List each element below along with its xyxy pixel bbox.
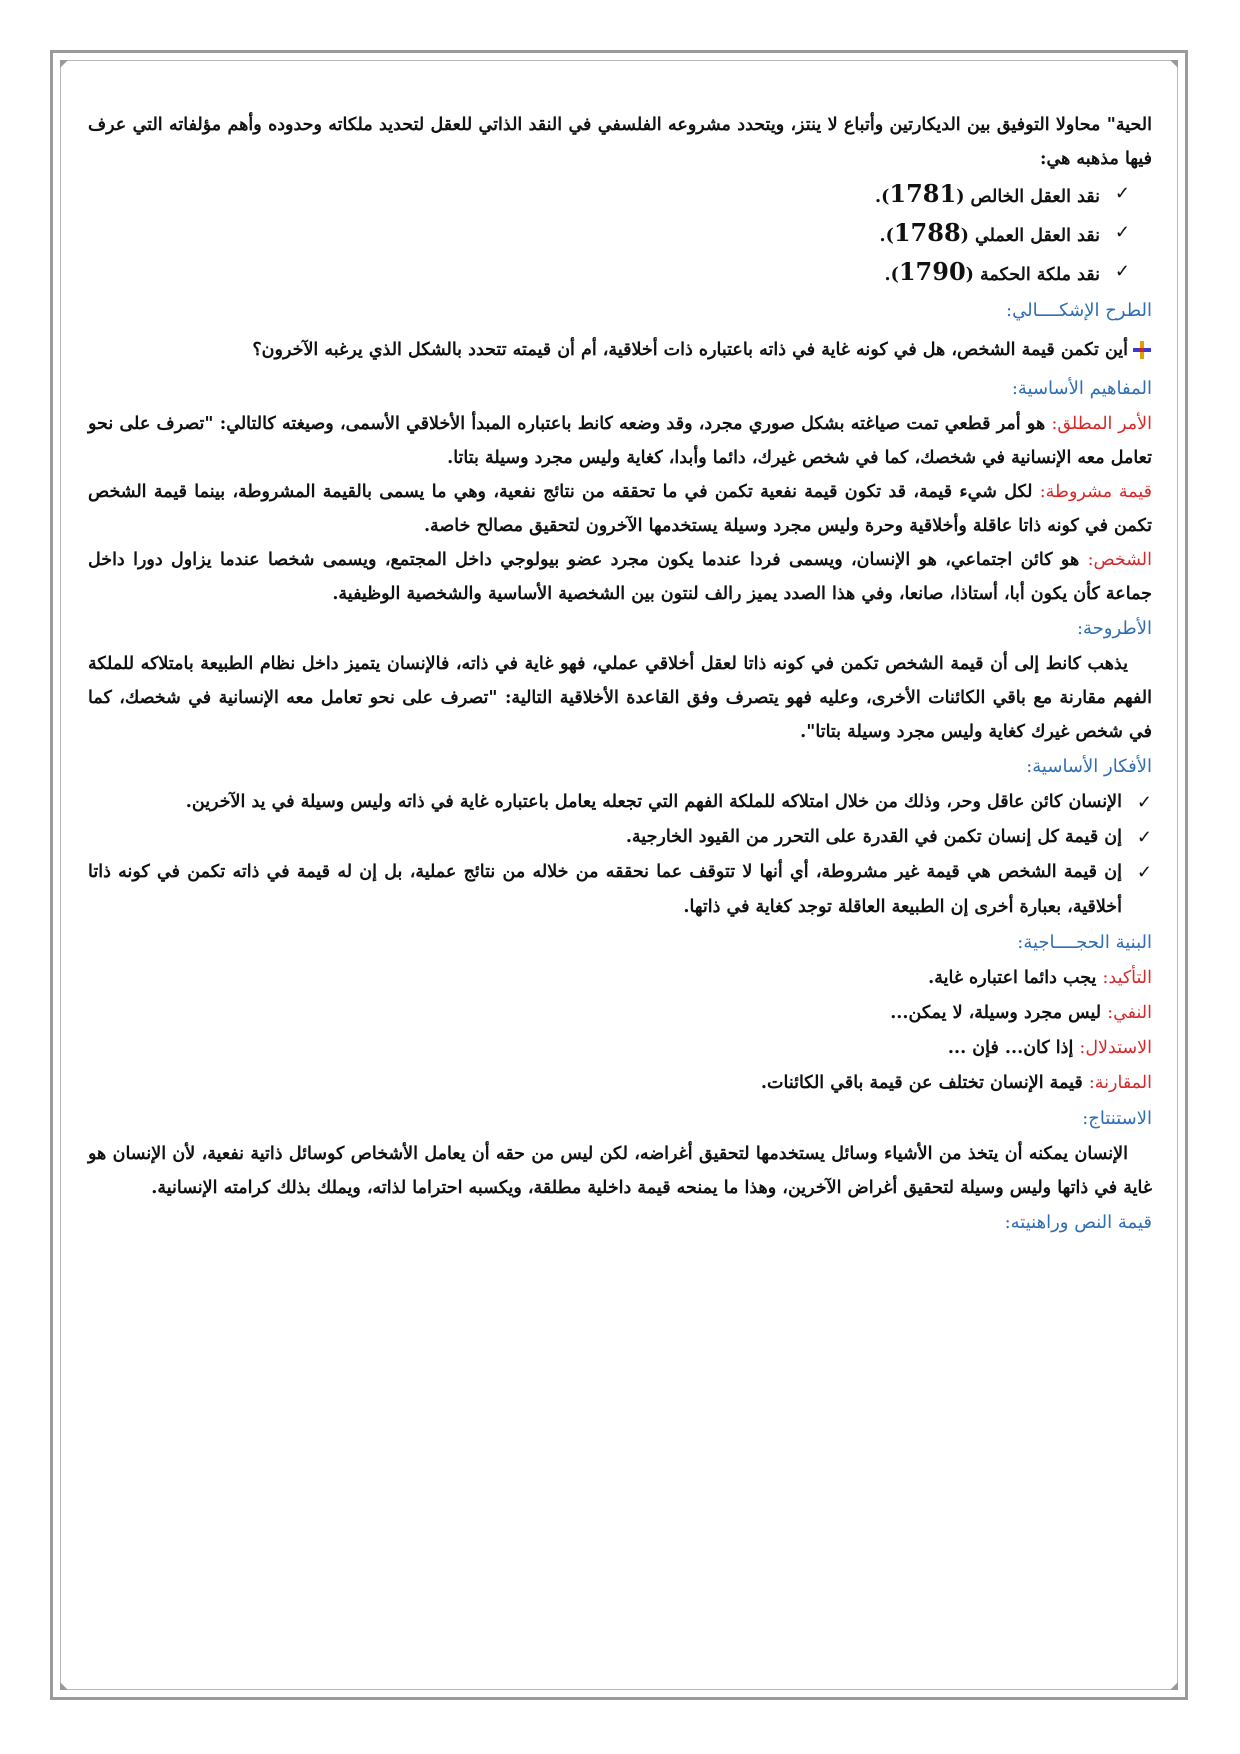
check-icon: ✓	[1136, 862, 1152, 883]
argument-heading: البنية الحجــــاجية:	[1017, 932, 1152, 953]
list-item: ✓ إن قيمة كل إنسان تكمن في القدرة على التحرر من القيود الخارجية.	[88, 820, 1152, 855]
argument-item: الاستدلال: إذا كان... فإن ...	[947, 1038, 1152, 1058]
ideas-list	[88, 785, 1152, 925]
check-icon: ✓	[1114, 222, 1130, 243]
concepts-heading: المفاهيم الأساسية:	[1011, 378, 1152, 399]
thesis-paragraph: يذهب كانط إلى أن قيمة الشخص تكمن في كونه ذاتا لعقل أخلاقي عملي، فهو غاية في ذاته، فالإنسان يتميز داخل نظام الطبيعة بامتلاكه للملكة الفهم مقارنة مع باقي الكائنات الأخرى، وعليه فهو يتصرف وفق القاعدة الأخلاقية التالية: "تصرف على نحو تعامل معه الإنسانية في شخصك، كما في شخص غيرك كغاية وليس مجرد وسيلة بتاتا".	[88, 654, 1152, 742]
intro-paragraph: الحية" محاولا التوفيق بين الديكارتين وأتباع لا ينتز، ويتحدد مشروعه الفلسفي في النقد الذاتي للعقل لتحديد ملكاته وحدوده وأهم مؤلفاته التي عرف فيها مذهبه هي:	[88, 115, 1152, 169]
problem-heading: الطرح الإشكــــالي:	[1006, 300, 1152, 321]
thesis-heading: الأطروحة:	[1076, 618, 1152, 639]
concept-item: الأمر المطلق: هو أمر قطعي تمت صياغته بشكل صوري مجرد، وقد وضعه كانط باعتباره المبدأ الأخلاقي الأسمى، وصيغته كالتالي: "تصرف على نحو تعامل معه الإنسانية في شخصك، كما في شخص غيرك، دائما وأبدا، كغاية وليس مجرد وسيلة بتاتا.	[88, 414, 1152, 468]
argument-item: المقارنة: قيمة الإنسان تختلف عن قيمة باقي الكائنات.	[760, 1073, 1152, 1093]
frame-corner-bottom-left	[60, 1682, 68, 1690]
conclusion-paragraph: الإنسان يمكنه أن يتخذ من الأشياء وسائل يستخدمها لتحقيق أغراضه، لكن ليس من حقه أن يعامل الأشخاص كوسائل ذاتية نفعية، لأن الإنسان هو غاية في ذاتها وليس وسيلة لتحقيق أغراض الآخرين، وهذا ما يمنحه قيمة داخلية مطلقة، ويكسبه احتراما لذاته، ويملك بذلك كرامته الإنسانية.	[88, 1144, 1152, 1198]
frame-corner-top-left	[60, 60, 68, 68]
text-value-heading: قيمة النص وراهنيته:	[1004, 1212, 1152, 1233]
check-icon: ✓	[1114, 183, 1130, 204]
frame-corner-bottom-right	[1170, 1682, 1178, 1690]
check-icon: ✓	[1114, 261, 1130, 282]
works-list	[88, 176, 1152, 293]
conclusion-heading: الاستنتاج:	[1082, 1108, 1152, 1129]
document-body	[88, 108, 1152, 1241]
concept-item: الشخص: هو كائن اجتماعي، هو الإنسان، ويسمى فردا عندما يكون مجرد عضو بيولوجي داخل المجتمع، ويسمى شخصا عندما يزاول دورا داخل جماعة كأن يكون أبا، أستاذا، صانعا، وفي هذا الصدد يميز رالف لنتون بين الشخصية الأساسية والشخصية الوظيفية.	[88, 550, 1152, 604]
argument-item: النفي: ليس مجرد وسيلة، لا يمكن...	[890, 1003, 1152, 1023]
list-item: ✓ نقد ملكة الحكمة (1790).	[88, 254, 1152, 293]
ideas-heading: الأفكار الأساسية:	[1026, 756, 1152, 777]
plus-bullet-icon	[1132, 340, 1152, 360]
check-icon: ✓	[1136, 827, 1152, 848]
list-item: ✓ نقد العقل الخالص (1781).	[88, 176, 1152, 215]
list-item: ✓ الإنسان كائن عاقل وحر، وذلك من خلال امتلاكه للملكة الفهم التي تجعله يعامل باعتباره غاية في ذاته وليس وسيلة في يد الآخرين.	[88, 785, 1152, 820]
argument-item: التأكيد: يجب دائما اعتباره غاية.	[928, 968, 1152, 988]
list-item: ✓ إن قيمة الشخص هي قيمة غير مشروطة، أي أنها لا تتوقف عما نحققه من خلاله من نتائج عملية، بل إن له قيمة في ذاته تكمن في كونه ذاتا أخلاقية، بعبارة أخرى إن الطبيعة العاقلة توجد كغاية في ذاتها.	[88, 855, 1152, 925]
frame-corner-top-right	[1170, 60, 1178, 68]
problem-question: أين تكمن قيمة الشخص، هل في كونه غاية في ذاته باعتباره ذات أخلاقية، أم أن قيمته تتحدد بالشكل الذي يرغبه الآخرون؟	[88, 333, 1152, 367]
concept-item: قيمة مشروطة: لكل شيء قيمة، قد تكون قيمة نفعية تكمن في ما تحققه من نتائج نفعية، وهي ما يسمى بالقيمة المشروطة، بينما قيمة الشخص تكمن في كونه ذاتا عاقلة وأخلاقية وحرة وليس مجرد وسيلة يستخدمها الآخرون لتحقيق مصالح خاصة.	[88, 482, 1152, 536]
list-item: ✓ نقد العقل العملي (1788).	[88, 215, 1152, 254]
check-icon: ✓	[1136, 792, 1152, 813]
